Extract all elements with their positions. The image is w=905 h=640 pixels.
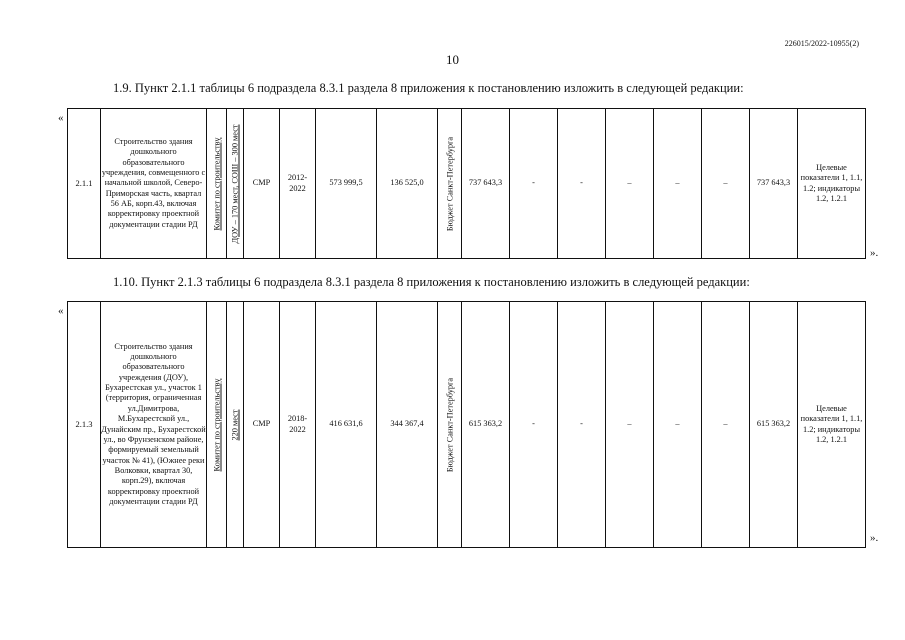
section-2-close-quote: ». <box>870 532 879 544</box>
row-customer-cell <box>207 109 227 259</box>
row-description: Строительство здания дошкольного образовательного учреждения, совмещенного с начальной школой, Северо-Приморская часть, квартал 56 АБ, корп.43, включая корректировку проектной документации стадии РД <box>101 109 207 259</box>
row-customer: Комитет по строительству <box>212 137 221 230</box>
row-description: Строительство здания дошкольного образовательного учреждения (ДОУ), Бухарестская ул., участок 1 (территория, ограниченная ул.Димитрова, М.Бухарестской ул., Дунайским пр., Бухарестской ул., во Фрунзенском районе, формируемый земельный участок № 41), (Южнее реки Волковки, квартал 30, корп.29), включая корректировку проектной документации стадии РД <box>101 302 207 548</box>
row-code: 2.1.1 <box>68 109 101 259</box>
row-capacity-cell <box>227 109 244 259</box>
row-funding-source: Бюджет Санкт-Петербурга <box>445 136 454 231</box>
row-spent: 136 525,0 <box>377 109 438 259</box>
row-indicators: Целевые показатели 1, 1.1, 1.2; индикаторы 1.2, 1.2.1 <box>798 302 866 548</box>
row-period: 2012-2022 <box>280 109 316 259</box>
row-total: 737 643,3 <box>462 109 510 259</box>
row-year-4: – <box>654 302 702 548</box>
section-1-open-quote: « <box>58 112 64 124</box>
row-sum: 615 363,2 <box>750 302 798 548</box>
row-capacity-cell <box>227 302 244 548</box>
row-period: 2018-2022 <box>280 302 316 548</box>
row-total: 615 363,2 <box>462 302 510 548</box>
row-year-3: – <box>606 302 654 548</box>
row-customer: Комитет по строительству <box>212 378 221 471</box>
row-year-2: - <box>558 109 606 259</box>
section-1-heading: 1.9. Пункт 2.1.1 таблицы 6 подраздела 8.3.1 раздела 8 приложения к постановлению изложить в следующей редакции: <box>113 81 744 95</box>
section-2-table <box>67 301 866 548</box>
row-work-type: СМР <box>244 302 280 548</box>
row-funding-source: Бюджет Санкт-Петербурга <box>445 377 454 472</box>
section-2-open-quote: « <box>58 305 64 317</box>
table-row <box>68 109 866 259</box>
row-estimated-cost: 573 999,5 <box>316 109 377 259</box>
row-year-5: – <box>702 109 750 259</box>
section-1-table <box>67 108 866 259</box>
row-year-5: – <box>702 302 750 548</box>
page-number: 10 <box>446 52 459 67</box>
row-indicators: Целевые показатели 1, 1.1, 1.2; индикаторы 1.2, 1.2.1 <box>798 109 866 259</box>
row-year-2: - <box>558 302 606 548</box>
row-code: 2.1.3 <box>68 302 101 548</box>
section-1-close-quote: ». <box>870 247 879 259</box>
table-row <box>68 302 866 548</box>
row-year-3: – <box>606 109 654 259</box>
row-customer-cell <box>207 302 227 548</box>
row-sum: 737 643,3 <box>750 109 798 259</box>
row-year-1: - <box>510 109 558 259</box>
row-spent: 344 367,4 <box>377 302 438 548</box>
row-estimated-cost: 416 631,6 <box>316 302 377 548</box>
row-work-type: СМР <box>244 109 280 259</box>
row-funding-source-cell <box>438 109 462 259</box>
row-capacity: 220 мест <box>230 409 240 440</box>
row-year-1: - <box>510 302 558 548</box>
section-2-heading: 1.10. Пункт 2.1.3 таблицы 6 подраздела 8.3.1 раздела 8 приложения к постановлению изложить в следующей редакции: <box>113 275 750 289</box>
row-year-4: – <box>654 109 702 259</box>
doc-number: 226015/2022-10955(2) <box>784 39 859 48</box>
row-funding-source-cell <box>438 302 462 548</box>
row-capacity: ДОУ – 170 мест, СОШ – 300 мест <box>230 123 240 244</box>
